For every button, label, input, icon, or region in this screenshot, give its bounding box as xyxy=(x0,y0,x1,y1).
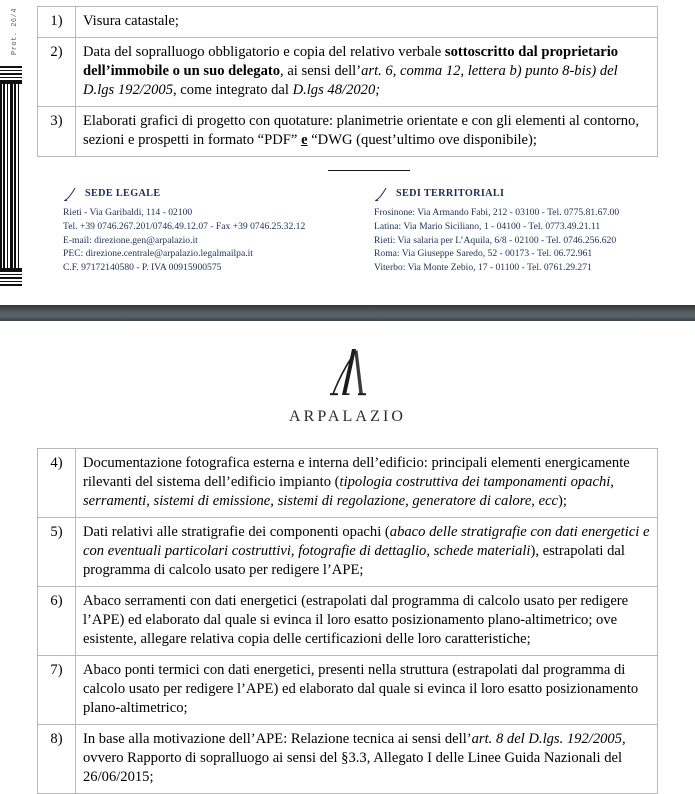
footer-sede-legale-column xyxy=(63,186,363,275)
document-page-two xyxy=(0,321,695,793)
text-run: Documentazione fotografica esterna e interna dell’edificio: principali elementi energicamente rilevanti del sistema dell’edificio impianto ( xyxy=(83,455,630,490)
row-number: 2) xyxy=(38,37,76,106)
footer-line: Tel. +39 0746.267.201/0746.49.12.07 - Fax +39 0746.25.32.12 xyxy=(63,220,306,232)
footer-sedi-territoriali-lines xyxy=(374,206,694,275)
requirements-table-page-one xyxy=(37,6,658,157)
text-run: Data del sopralluogo obbligatorio e copia del relativo verbale xyxy=(83,43,445,60)
text-run: “DWG (quest’ultimo ove disponibile); xyxy=(307,131,537,148)
protocol-stamp xyxy=(0,0,24,290)
table-row xyxy=(38,517,658,586)
text-run: ovvero Rapporto di sopralluogo ai sensi del §3.3, Allegato I delle Linee Guida Nazionali del 26/06/2015; xyxy=(83,749,623,785)
swoosh-icon xyxy=(63,187,79,202)
document-footer xyxy=(0,186,695,286)
text-run: Abaco serramenti con dati energetici (estrapolati dal programma di calcolo usato per redigere l’APE) ed elaborato dal quale si evinca il loro esatto posizionamento plano-altimetrico; ove esistente, allegare relativa copia delle certificazioni delle loro caratteristiche; xyxy=(83,592,629,647)
row-text xyxy=(76,7,658,38)
table-row xyxy=(38,449,658,518)
arpalazio-logo xyxy=(0,345,695,426)
text-run: ), estrapolati dal programma di calcolo usato per redigere l’APE; xyxy=(83,542,625,578)
text-run: Abaco ponti termici con dati energetici, presenti nella struttura (estrapolati dal programma di calcolo usato per redigere l’APE) ed elaborato dal quale si evinca il loro esatto posizionamento plano-altimetrico; xyxy=(83,661,639,716)
footer-line: PEC: direzione.centrale@arpalazio.legalmailpa.it xyxy=(63,248,253,260)
arpalazio-a-monogram xyxy=(316,345,380,405)
footer-line: Viterbo: Via Monte Zebio, 17 - 01100 - Tel. 0761.29.271 xyxy=(374,262,592,274)
footer-sede-legale-lines xyxy=(63,206,363,275)
row-number: 4) xyxy=(38,449,76,518)
footer-line: Latina: Via Mario Siciliano, 1 - 04100 - Tel. 0773.49.21.11 xyxy=(374,220,601,232)
footer-sedi-territoriali-column xyxy=(374,186,694,275)
table-row xyxy=(38,586,658,655)
footer-line: Rieti: Via salaria per L’Aquila, 6/8 - 02100 - Tel. 0746.256.620 xyxy=(374,234,617,246)
footer-line: Frosinone: Via Armando Fabi, 212 - 03100 - Tel. 0775.81.67.00 xyxy=(374,207,620,218)
text-run: D.lgs 48/2020; xyxy=(292,81,381,98)
protocol-barcode xyxy=(0,66,22,286)
table-row xyxy=(38,106,658,156)
text-run: art. 6, comma 12, lettera b) punto 8-bis) del D.lgs 192/2005, xyxy=(83,62,618,98)
text-run: come integrato dal xyxy=(176,81,293,98)
swoosh-icon xyxy=(374,187,390,202)
table-row xyxy=(38,37,658,106)
row-text xyxy=(76,655,658,724)
text-run: e xyxy=(301,131,308,148)
row-text xyxy=(76,37,658,106)
row-number: 6) xyxy=(38,586,76,655)
row-text xyxy=(76,517,658,586)
table-row xyxy=(38,724,658,793)
footer-sede-legale-title: SEDE LEGALE xyxy=(85,188,161,200)
requirements-table-page-two xyxy=(37,448,658,794)
row-number: 7) xyxy=(38,655,76,724)
text-run: abaco delle stratigrafie con dati energetici e con eventuali particolari costruttivi, fotografie di dettaglio, schede materiali xyxy=(83,523,650,559)
row-text xyxy=(76,449,658,518)
text-run: Elaborati grafici di progetto con quotature: planimetrie orientate e con gli elementi al contorno, sezioni e prospetti in formato “PDF” xyxy=(83,112,639,148)
footer-line: Rieti - Via Garibaldi, 114 - 02100 xyxy=(63,207,193,218)
text-run: In base alla motivazione dell’APE: Relazione tecnica ai sensi dell’ xyxy=(83,730,472,747)
table-row xyxy=(38,7,658,38)
text-run: ); xyxy=(558,492,567,509)
row-text xyxy=(76,724,658,793)
text-run: tipologia costruttiva dei tamponamenti opachi, serramenti, sistemi di emissione, sistemi di regolazione, generatore di calore, ecc xyxy=(83,473,614,509)
footer-sede-legale-heading xyxy=(63,186,363,202)
arpalazio-wordmark: ARPALAZIO xyxy=(288,408,407,425)
table-row xyxy=(38,655,658,724)
page-separator-band xyxy=(0,305,695,321)
protocol-number-text: Prot. 26/4 xyxy=(11,7,19,55)
row-text xyxy=(76,106,658,156)
footer-line: E-mail: direzione.gen@arpalazio.it xyxy=(63,234,198,246)
row-text xyxy=(76,586,658,655)
row-number: 1) xyxy=(38,7,76,38)
row-number: 3) xyxy=(38,106,76,156)
text-run: art. 8 del D.lgs. 192/2005, xyxy=(471,730,626,747)
footer-sedi-territoriali-title: SEDI TERRITORIALI xyxy=(396,188,505,200)
row-number: 8) xyxy=(38,724,76,793)
text-run: sottoscritto dal proprietario dell’immobile o un suo delegato xyxy=(83,43,619,79)
footer-sedi-territoriali-heading xyxy=(374,186,694,202)
document-page-one xyxy=(0,0,695,305)
row-number: 5) xyxy=(38,517,76,586)
text-run: Visura catastale; xyxy=(83,13,179,29)
text-run: , ai sensi dell’ xyxy=(280,62,362,79)
text-run: Dati relativi alle stratigrafie dei componenti opachi ( xyxy=(83,523,390,540)
footer-line: Roma: Via Giuseppe Saredo, 52 - 00173 - Tel. 06.72.961 xyxy=(374,248,593,260)
footnote-separator-rule xyxy=(328,170,410,171)
footer-line: C.F. 97172140580 - P. IVA 00915900575 xyxy=(63,262,222,274)
